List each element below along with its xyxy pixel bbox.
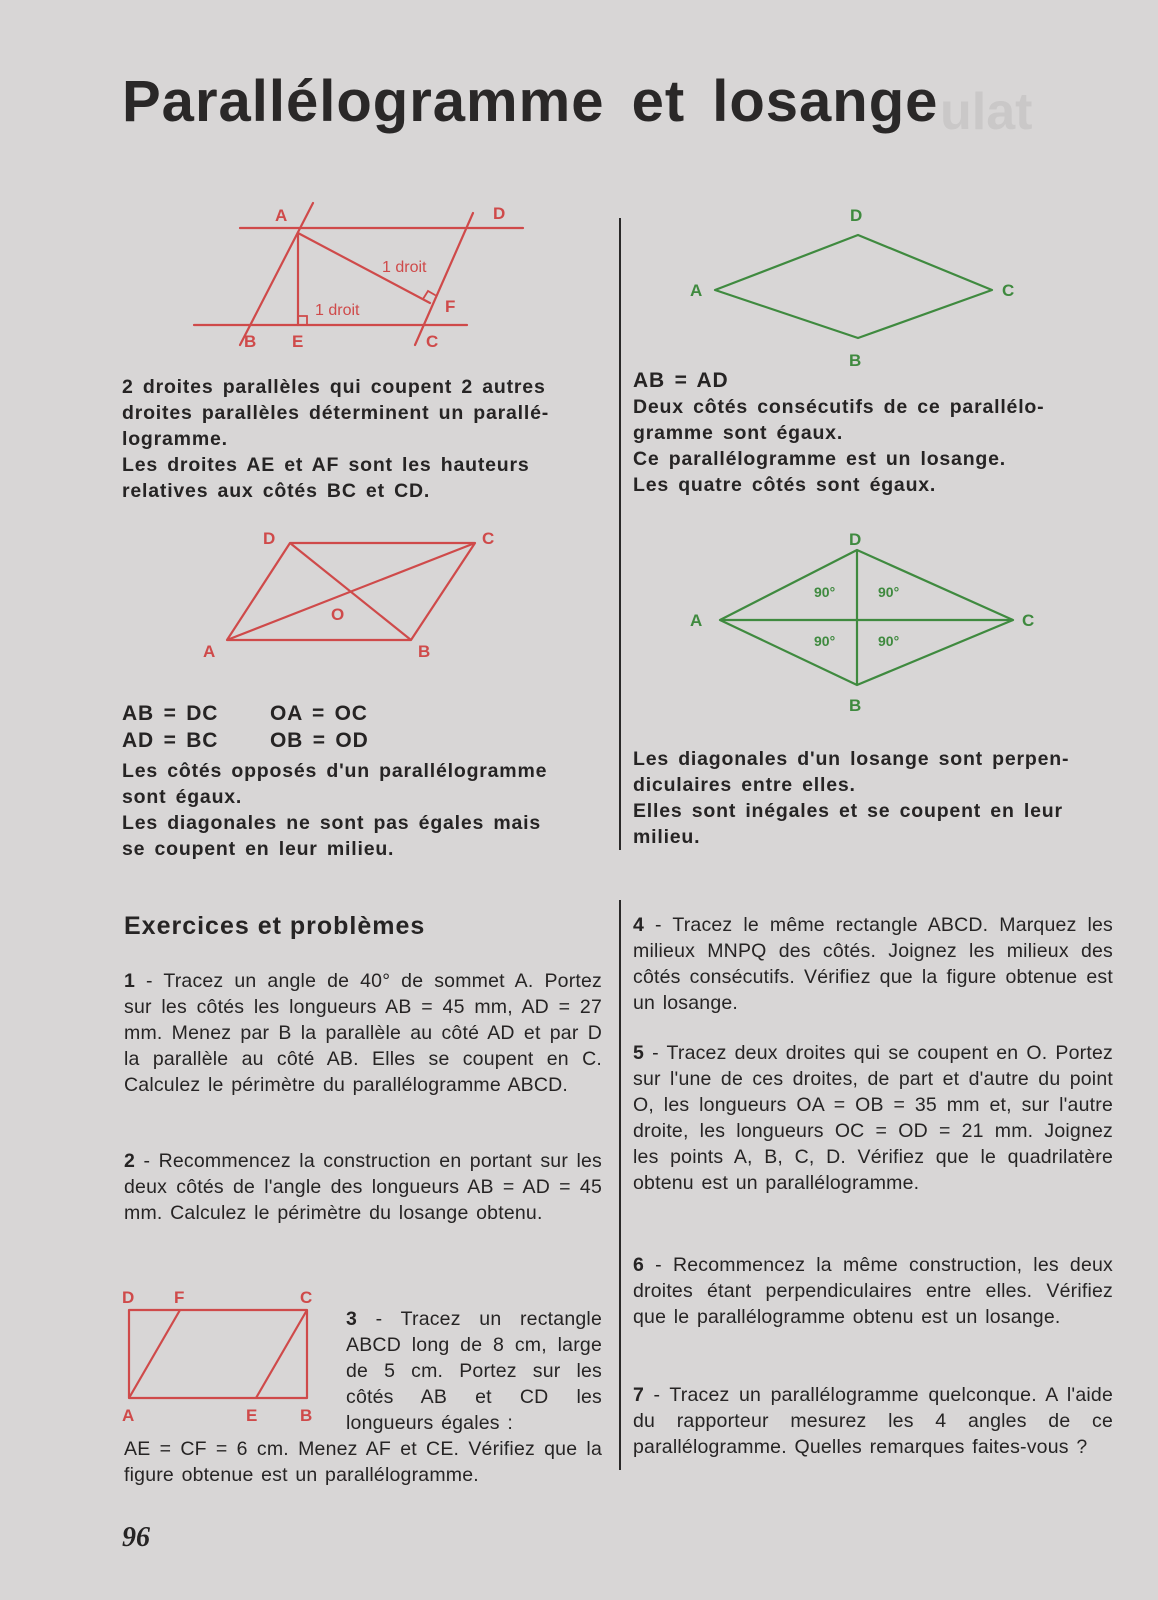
segment-af	[129, 1310, 180, 1398]
rhombus-abcd	[720, 550, 1013, 685]
label-E: E	[292, 332, 304, 351]
right-angle-mark-f	[423, 291, 435, 299]
figure-rhombus-diagonals	[690, 525, 1050, 725]
right-angle-mark-e	[298, 316, 307, 325]
exercise-1: 1 - Tracez un angle de 40° de sommet A. Portez sur les côtés les longueurs AB = 45 mm, AD = 27 mm. Menez par B la parallèle au côté AD et par D la parallèle au côté AB. Elles se coupent en C. Calculez le périmètre du parallélogramme ABCD.	[124, 970, 602, 1096]
label-C: C	[1022, 611, 1035, 630]
label-C: C	[300, 1288, 313, 1307]
label-D: D	[263, 529, 276, 548]
paragraph-rhombus-diagonals: Les diagonales d'un losange sont perpen- diculaires entre elles. Elles sont inégales et se coupent en leur milieu.	[633, 748, 1070, 848]
label-D: D	[493, 204, 506, 223]
label-O: O	[331, 605, 345, 624]
label-C: C	[1002, 281, 1015, 300]
equalities-block	[122, 700, 522, 754]
bleed-through-text: ulat	[940, 83, 1033, 141]
label-B: B	[849, 696, 862, 715]
equality-oa-oc: OA = OC	[270, 702, 368, 725]
column-divider-bottom	[619, 900, 621, 1470]
rhombus-abcd	[715, 235, 992, 338]
label-1-droit-e: 1 droit	[315, 302, 360, 319]
label-B: B	[418, 642, 431, 661]
paragraph-parallelogram-properties: Les côtés opposés d'un parallélogramme sont égaux. Les diagonales ne sont pas égales mais se coupent en leur milieu.	[122, 760, 548, 860]
label-A: A	[690, 611, 703, 630]
label-F: F	[174, 1288, 185, 1307]
label-A: A	[122, 1406, 135, 1425]
label-A: A	[275, 206, 288, 225]
exercise-4: 4 - Tracez le même rectangle ABCD. Marquez les milieux MNPQ des côtés. Joignez les milieux des côtés consécutifs. Vérifiez que la figure obtenue est un losange.	[633, 914, 1114, 1014]
label-D: D	[850, 206, 863, 225]
exercise-5: 5 - Tracez deux droites qui se coupent en O. Portez sur l'une de ces droites, de part et d'autre du point O, les longueurs OA = OB = 35 mm et, sur l'autre droite, les longueurs OC = OD = 21 mm. Joignez les points A, B, C, D. Vérifiez que le quadrilatère obtenu est un parallélogramme.	[633, 1042, 1113, 1194]
exercise-3: 3 - Tracez un rectangle ABCD long de 8 cm, large de 5 cm. Portez sur les côtés AB et CD les longueurs égales :	[346, 1308, 603, 1434]
label-C: C	[426, 332, 439, 351]
angle-label: 90°	[814, 633, 836, 649]
label-A: A	[690, 281, 703, 300]
figure-rhombus	[690, 198, 1050, 373]
angle-label: 90°	[814, 584, 836, 600]
label-E: E	[246, 1406, 258, 1425]
figure-parallelogram-diagonals	[200, 527, 520, 672]
exercises-heading: Exercices et problèmes	[124, 912, 426, 940]
label-B: B	[300, 1406, 313, 1425]
equality-ob-od: OB = OD	[270, 729, 369, 752]
segment-ce	[256, 1310, 307, 1398]
label-D: D	[849, 530, 862, 549]
label-B: B	[849, 351, 862, 370]
label-C: C	[482, 529, 495, 548]
page-number: 96	[122, 1522, 150, 1553]
paragraph-rhombus-definition: AB = AD Deux côtés consécutifs de ce parallélo- gramme sont égaux. Ce parallélogramme est un losange. Les quatre côtés sont égaux.	[633, 369, 1045, 496]
equality-ad-bc: AD = BC	[122, 729, 219, 752]
angle-label: 90°	[878, 584, 900, 600]
exercise-3-continuation: AE = CF = 6 cm. Menez AF et CE. Vérifiez que la figure obtenue est un parallélogramme.	[124, 1438, 602, 1486]
page-title: Parallélogramme et losange	[122, 69, 939, 134]
exercise-6: 6 - Recommencez la même construction, les deux droites étant perpendiculaires entre elles. Vérifiez que le parallélogramme obtenu est un losange.	[633, 1254, 1113, 1328]
figure-parallelogram-heights	[180, 195, 540, 365]
figure-rectangle-parallelogram	[120, 1285, 330, 1425]
label-A: A	[203, 642, 216, 661]
label-F: F	[445, 297, 456, 316]
label-1-droit-f: 1 droit	[382, 259, 427, 276]
equality-ab-dc: AB = DC	[122, 702, 219, 725]
exercise-2: 2 - Recommencez la construction en portant sur les deux côtés de l'angle des longueurs AB = AD = 45 mm. Calculez le périmètre du losange obtenu.	[124, 1150, 602, 1224]
angle-label: 90°	[878, 633, 900, 649]
label-B: B	[244, 332, 257, 351]
exercise-7: 7 - Tracez un parallélogramme quelconque. A l'aide du rapporteur mesurez les 4 angles de ce parallélogramme. Quelles remarques faites-vous ?	[633, 1384, 1114, 1458]
diagonal-bd	[290, 543, 411, 640]
paragraph-parallelogram-definition: 2 droites parallèles qui coupent 2 autres droites parallèles déterminent un parallé- logramme. Les droites AE et AF sont les hauteurs relatives aux côtés BC et CD.	[122, 376, 550, 502]
column-divider-top	[619, 218, 621, 850]
label-D: D	[122, 1288, 135, 1307]
